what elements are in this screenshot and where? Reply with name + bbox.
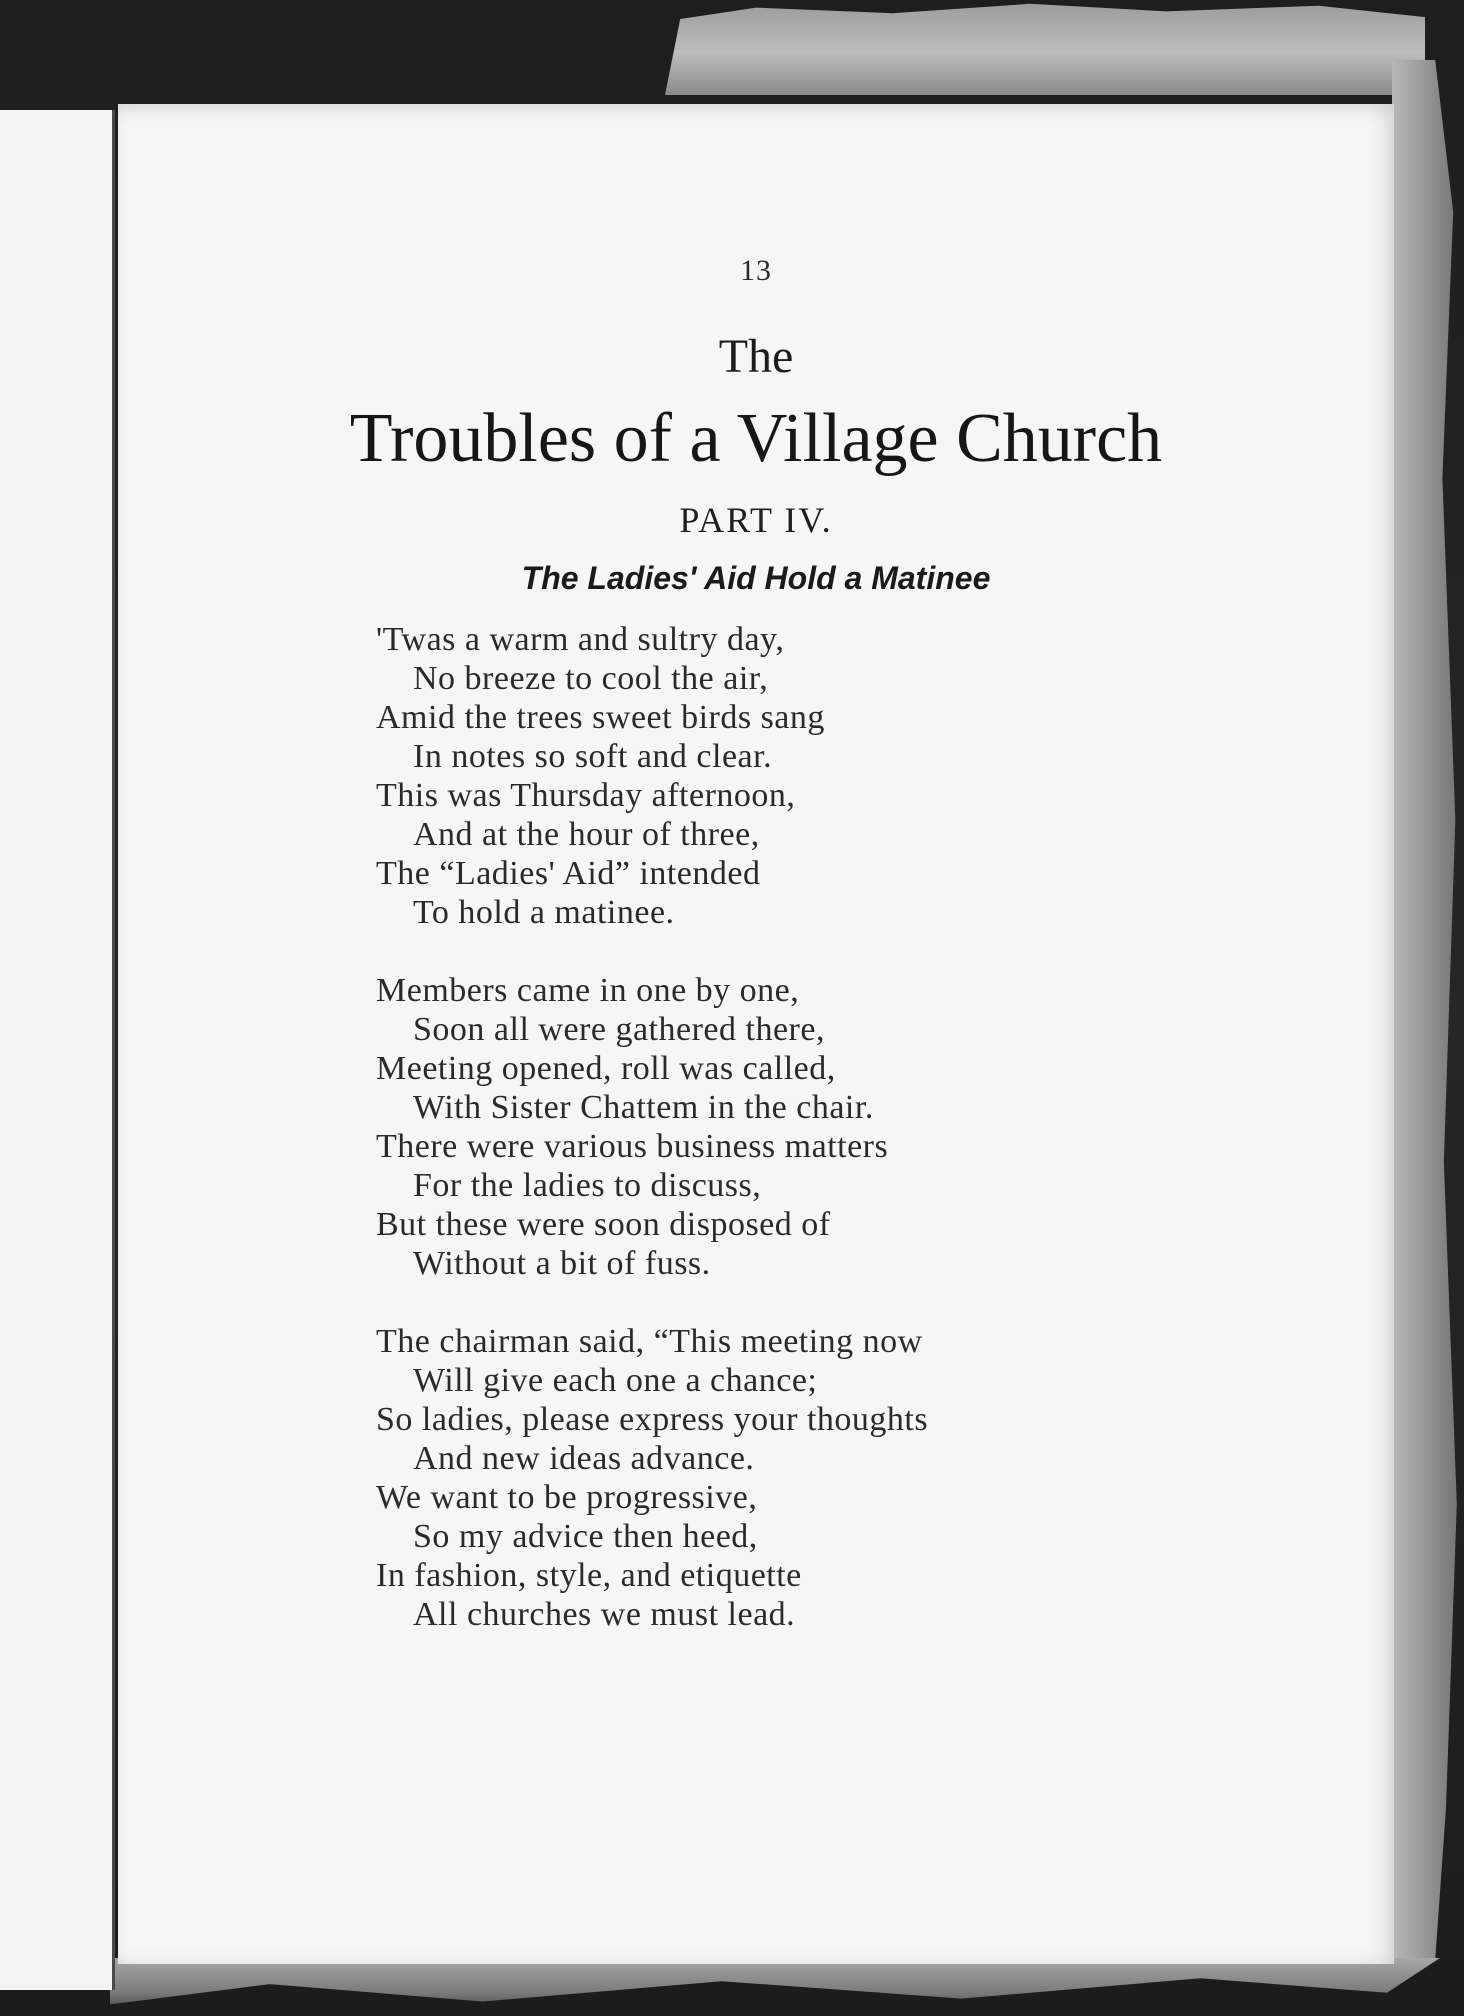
poem-line: Without a bit of fuss. [413, 1245, 711, 1282]
poem-stanza-3 [376, 1322, 1276, 1634]
poem-line: All churches we must lead. [413, 1596, 796, 1633]
poem-line: So ladies, please express your thoughts [376, 1401, 929, 1438]
poem-line: Soon all were gathered there, [413, 1011, 825, 1048]
poem-line: Members came in one by one, [376, 972, 800, 1009]
poem-line: 'Twas a warm and sultry day, [376, 621, 785, 658]
poem-line: This was Thursday afternoon, [376, 777, 796, 814]
poem-line: For the ladies to discuss, [413, 1167, 762, 1204]
poem-line: We want to be progressive, [376, 1479, 758, 1516]
poem-line: With Sister Chattem in the chair. [413, 1089, 874, 1126]
poem [376, 620, 1276, 1673]
poem-line: No breeze to cool the air, [413, 660, 769, 697]
poem-line: In fashion, style, and etiquette [376, 1557, 802, 1594]
poem-line: Amid the trees sweet birds sang [376, 699, 825, 736]
page-title: Troubles of a Village Church [349, 400, 1163, 477]
page-number: 13 [740, 254, 772, 287]
poem-stanza-1 [376, 620, 1276, 932]
poem-line: And new ideas advance. [413, 1440, 755, 1477]
poem-line: To hold a matinee. [413, 894, 675, 931]
facing-page-edge [0, 110, 115, 1990]
worn-cover-edge-top [665, 0, 1425, 95]
poem-line: The chairman said, “This meeting now [376, 1323, 923, 1360]
part-label: PART IV. [679, 500, 833, 540]
poem-line: Meeting opened, roll was called, [376, 1050, 836, 1087]
book-page [118, 104, 1394, 1964]
section-subtitle: The Ladies' Aid Hold a Matinee [521, 560, 991, 596]
poem-line: And at the hour of three, [413, 816, 760, 853]
poem-line: But these were soon disposed of [376, 1206, 831, 1243]
poem-line: There were various business matters [376, 1128, 889, 1165]
title-prefix: The [718, 330, 794, 383]
poem-stanza-2 [376, 971, 1276, 1283]
poem-line: In notes so soft and clear. [413, 738, 773, 775]
poem-line: So my advice then heed, [413, 1518, 758, 1555]
poem-line: The “Ladies' Aid” intended [376, 855, 761, 892]
poem-line: Will give each one a chance; [413, 1362, 818, 1399]
